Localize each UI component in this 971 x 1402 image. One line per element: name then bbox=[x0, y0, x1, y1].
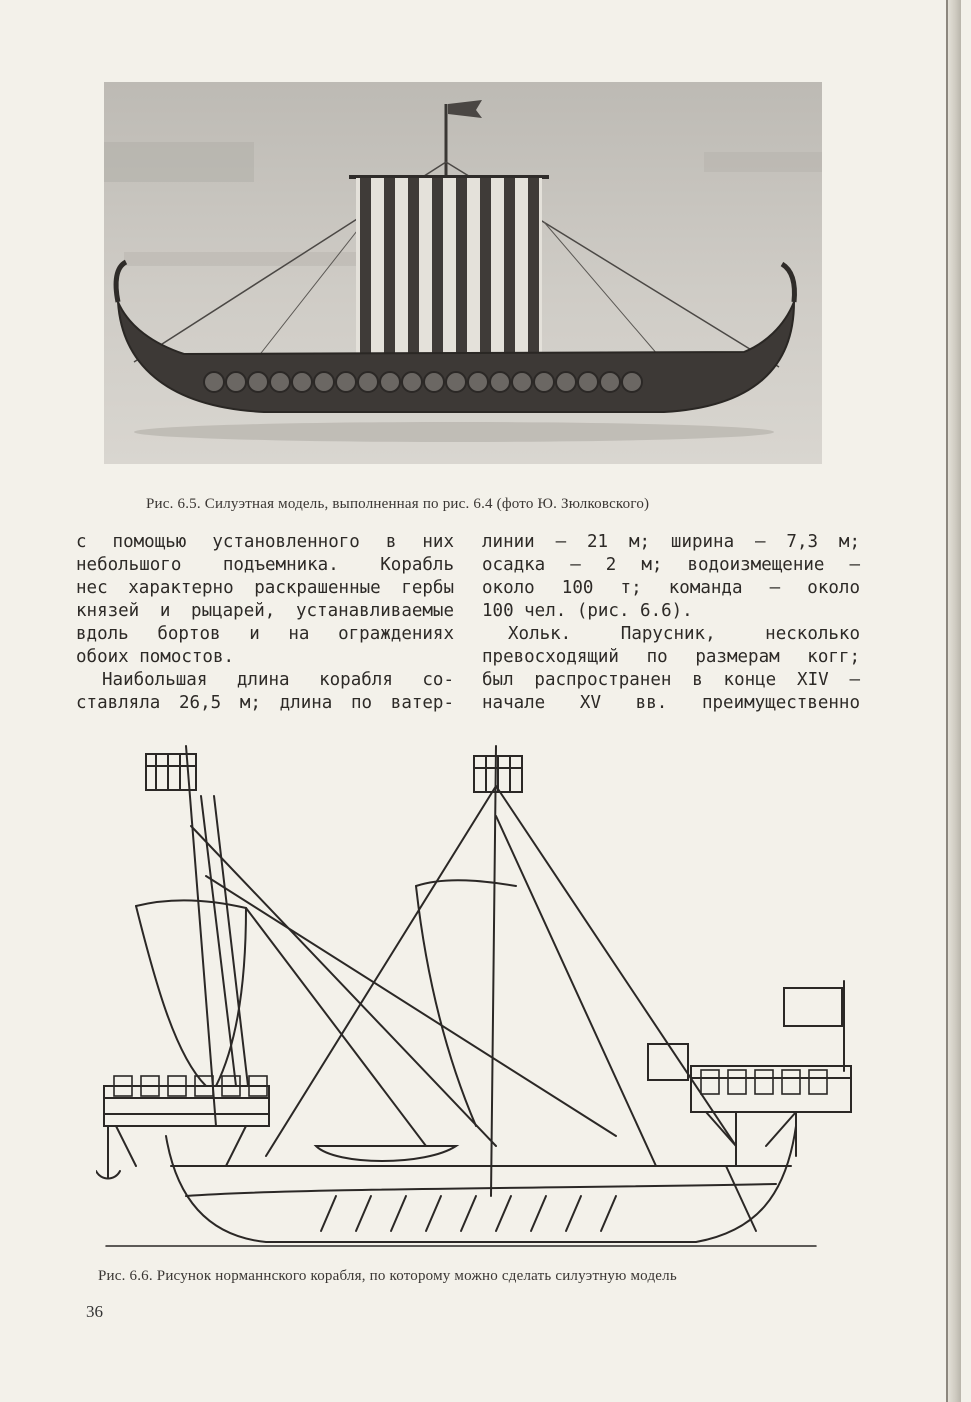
text-line: линии — 21 м; ширина — 7,3 м; bbox=[482, 532, 860, 552]
figure-caption-6-6: Рис. 6.6. Рисунок норманнского корабля, по которому можно сделать силуэтную модель bbox=[98, 1268, 677, 1284]
text-line: обоих помостов. bbox=[76, 647, 235, 667]
text-column-right bbox=[482, 531, 860, 715]
text-line: небольшого подъемника. Корабль bbox=[76, 555, 454, 575]
page-edge-line bbox=[946, 0, 948, 1402]
text-line: Хольк. Парусник, несколько bbox=[508, 624, 860, 644]
text-line: Наибольшая длина корабля со- bbox=[102, 670, 454, 690]
figure-caption-6-5: Рис. 6.5. Силуэтная модель, выполненная по рис. 6.4 (фото Ю. Зюлковского) bbox=[146, 496, 650, 512]
text-line: был распространен в конце XIV — bbox=[482, 670, 860, 690]
text-line: с помощью установленного в них bbox=[76, 532, 454, 552]
text-line: около 100 т; команда — около bbox=[482, 578, 860, 598]
page-edge bbox=[947, 0, 961, 1402]
text-line: 100 чел. (рис. 6.6). bbox=[482, 601, 693, 621]
text-line: начале XV вв. преимущественно bbox=[482, 693, 860, 713]
page-number: 36 bbox=[86, 1302, 103, 1321]
text-line: превосходящий по размерам когг; bbox=[482, 647, 860, 667]
text-line: нес характерно раскрашенные гербы bbox=[76, 578, 454, 598]
text-line: князей и рыцарей, устанавливаемые bbox=[76, 601, 454, 621]
ship-model-photo bbox=[104, 82, 822, 464]
text-column-left bbox=[76, 531, 454, 715]
text-line: осадка — 2 м; водоизмещение — bbox=[482, 555, 860, 575]
text-line: вдоль бортов и на ограждениях bbox=[76, 624, 454, 644]
text-line: ставляла 26,5 м; длина по ватер- bbox=[76, 693, 454, 713]
ship-line-drawing bbox=[96, 726, 866, 1256]
